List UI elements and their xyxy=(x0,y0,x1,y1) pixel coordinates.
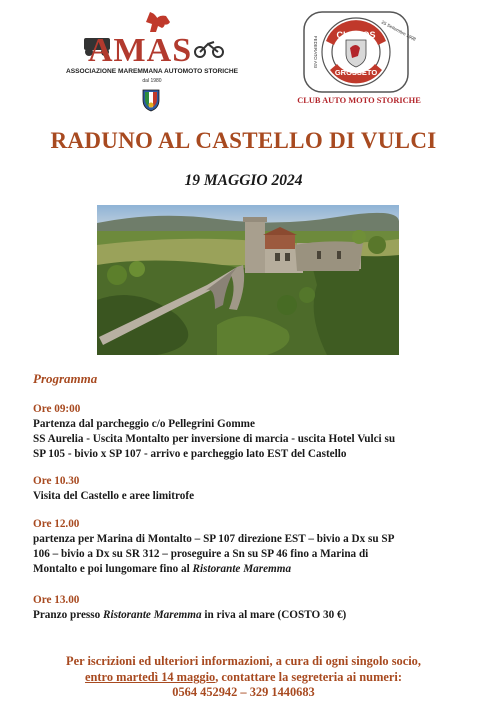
program-item-0900 xyxy=(33,402,463,462)
castle-bridge-illustration xyxy=(97,205,399,355)
program-line: Partenza dal parcheggio c/o Pellegrini Gomme xyxy=(33,418,255,430)
program-item-1300 xyxy=(33,593,463,623)
program-line: 106 – bivio a Dx su SR 312 – proseguire a Sn su SP 46 fino a Marina di xyxy=(33,548,369,560)
ring-date-text: 25 Settembre 1998 xyxy=(380,19,417,42)
program-line: Visita del Castello e aree limitrofe xyxy=(33,490,195,502)
amas-wordmark: AMAS xyxy=(88,32,193,69)
ring-top-text: CLAMOS xyxy=(336,30,376,40)
contact-footer xyxy=(0,654,487,701)
program-item-1200 xyxy=(33,517,463,577)
restaurant-name: Ristorante Maremma xyxy=(192,563,292,575)
footer-line-1: Per iscrizioni ed ulteriori informazioni, a cura di ogni singolo socio, xyxy=(66,654,421,668)
program-line xyxy=(33,608,463,623)
ring-side-text: FEDERATO ASI xyxy=(313,35,318,69)
program-hour: Ore 09:00 xyxy=(33,403,81,415)
program-line-text: Montalto e poi lungomare fino al xyxy=(33,563,193,575)
program-line: partenza per Marina di Montalto – SP 107 direzione EST – bivio a Dx su SP xyxy=(33,533,395,545)
program-line: SS Aurelia - Uscita Montalto per inversione di marcia - uscita Hotel Vulci su xyxy=(33,433,396,445)
deadline-text: entro martedì 14 maggio xyxy=(85,669,216,684)
event-date: 19 MAGGIO 2024 xyxy=(184,172,303,189)
lunch-pre: Pranzo presso xyxy=(33,609,104,621)
program-line: SP 105 - bivio x SP 107 - arrivo e parcheggio lato EST del Castello xyxy=(33,448,347,460)
program-item-1030 xyxy=(33,474,463,504)
event-title: RADUNO AL CASTELLO DI VULCI xyxy=(50,128,437,153)
castle-photo xyxy=(97,205,399,355)
program-hour: Ore 12.00 xyxy=(33,518,80,530)
footer-line-2 xyxy=(0,670,487,686)
amas-logo xyxy=(62,8,242,116)
footer-line-2-rest: , contattare la segreteria ai numeri: xyxy=(215,669,402,684)
clamos-logo xyxy=(297,8,421,116)
phone-numbers: 0564 452942 – 329 1440683 xyxy=(172,685,315,699)
program-hour: Ore 13.00 xyxy=(33,594,80,606)
lunch-post: in riva al mare (COSTO 30 €) xyxy=(201,609,347,621)
amas-year: dal 1980 xyxy=(142,78,162,84)
clamos-ring-text xyxy=(300,8,418,96)
programma-heading: Programma xyxy=(33,371,98,386)
italian-shield-icon xyxy=(141,88,161,112)
program-line xyxy=(33,562,463,577)
restaurant-name: Ristorante Maremma xyxy=(103,609,202,621)
clamos-club-name: CLUB AUTO MOTO STORICHE xyxy=(297,96,421,105)
amas-fullname: ASSOCIAZIONE MAREMMANA AUTOMOTO STORICHE xyxy=(65,68,239,75)
ring-bottom-text: GROSSETO xyxy=(334,68,378,77)
program-hour: Ore 10.30 xyxy=(33,475,80,487)
